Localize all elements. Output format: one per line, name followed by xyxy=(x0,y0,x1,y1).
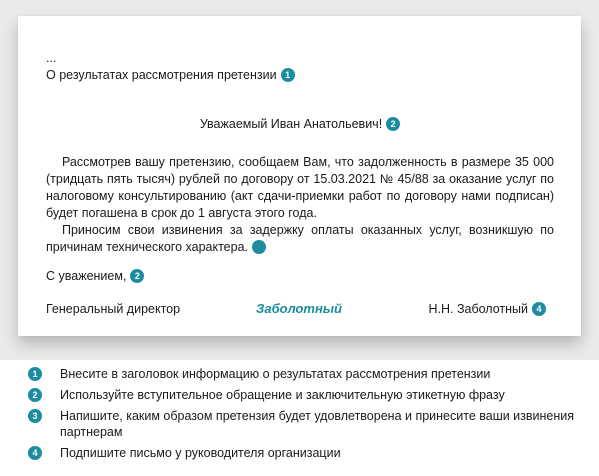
callout-badge-4: 4 xyxy=(532,302,546,316)
signature-row xyxy=(46,302,546,320)
legend-number: 2 xyxy=(28,388,42,402)
legend-number: 1 xyxy=(28,367,42,381)
legend-text: Внесите в заголовок информацию о результатах рассмотрения претензии xyxy=(60,367,491,381)
letter-salutation xyxy=(46,116,554,133)
legend-item xyxy=(28,366,578,382)
legend xyxy=(28,366,578,466)
ellipsis-text: ... xyxy=(46,51,57,65)
callout-badge-2b: 2 xyxy=(130,269,144,283)
salutation-text: Уважаемый Иван Анатольевич! xyxy=(199,117,383,131)
legend-text: Подпишите письмо у руководителя организации xyxy=(60,446,341,460)
legend-text: Используйте вступительное обращение и заключительную этикетную фразу xyxy=(60,388,505,402)
legend-number: 3 xyxy=(28,409,42,423)
letter-subject xyxy=(46,67,554,84)
subject-text: О результатах рассмотрения претензии xyxy=(46,68,277,82)
callout-badge-2: 2 xyxy=(386,117,400,131)
legend-item xyxy=(28,408,578,440)
letter-sheet xyxy=(18,16,581,336)
letter-closing xyxy=(46,268,554,285)
legend-text: Напишите, каким образом претензия будет удовлетворена и принесите ваши извинения партнерам xyxy=(60,409,575,439)
closing-text: С уважением, xyxy=(46,269,127,283)
legend-number: 4 xyxy=(28,446,42,460)
signer-name-text: Н.Н. Заболотный xyxy=(428,302,528,316)
callout-badge-3: 3 xyxy=(252,240,266,254)
signer-title: Генеральный директор xyxy=(46,302,181,316)
legend-item xyxy=(28,445,578,461)
handwritten-signature: Заболотный xyxy=(256,301,342,316)
letter-paragraph-1: Рассмотрев вашу претензию, сообщаем Вам, что задолженность в размере 35 000 (тридцать пять тысяч) рублей по договору от 15.03.2021 № 45/88 за оказание услуг по налоговому консультированию (акт сдачи-приемки работ по договору нами подписан) будет погашена в срок до 1 августа этого года. xyxy=(46,155,554,220)
legend-item xyxy=(28,387,578,403)
callout-badge-1: 1 xyxy=(281,68,295,82)
letter-paragraph-2 xyxy=(46,222,554,256)
paragraph-2-text: Приносим свои извинения за задержку оплаты оказанных услуг, возникшую по причинам технического характера. xyxy=(46,223,554,254)
signer-name xyxy=(428,302,546,316)
